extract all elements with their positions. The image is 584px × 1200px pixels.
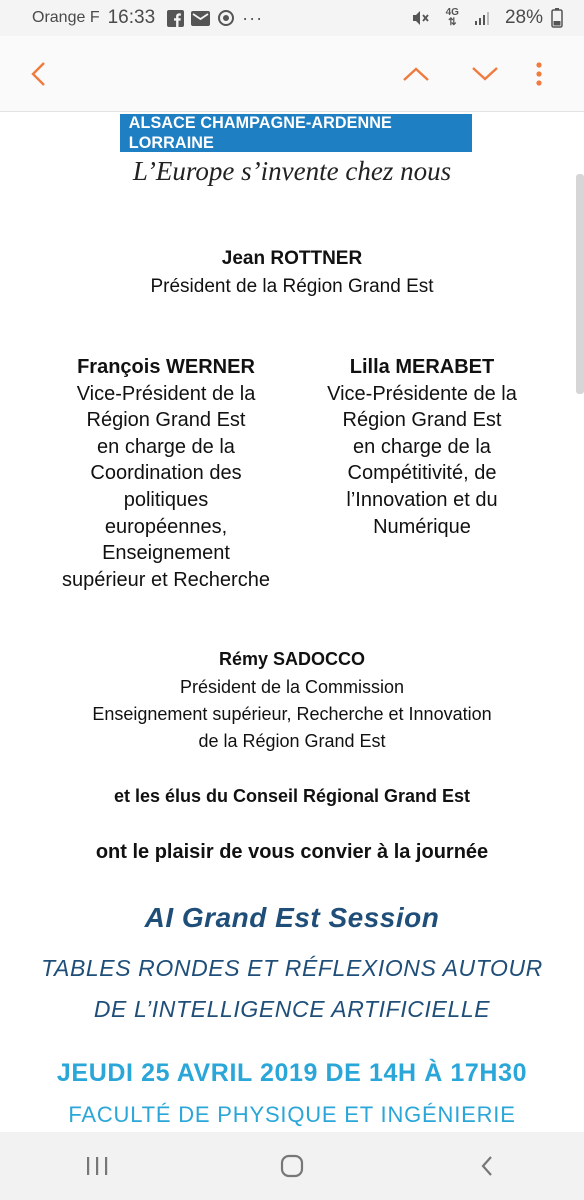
event-subtitle-line: TABLES RONDES ET RÉFLEXIONS AUTOUR (41, 955, 543, 981)
vp-left-line: Vice-Président de la (76, 382, 256, 405)
president-role: Président de la Région Grand Est (150, 276, 434, 297)
vp-left-line: Enseignement (102, 542, 230, 565)
previous-email-button[interactable] (396, 54, 436, 94)
mail-icon (191, 11, 210, 26)
commission-line: de la Région Grand Est (198, 731, 386, 751)
recent-apps-button[interactable] (67, 1141, 127, 1191)
event-subtitle-line: DE L’INTELLIGENCE ARTIFICIELLE (93, 996, 491, 1022)
regional-council-line: et les élus du Conseil Régional Grand Est (113, 786, 471, 806)
event-date: JEUDI 25 AVRIL 2019 DE 14H À 17H30 (56, 1059, 528, 1087)
more-vertical-icon (535, 61, 543, 87)
status-bar (0, 0, 584, 36)
more-options-button[interactable] (519, 54, 559, 94)
commission-line: Président de la Commission (179, 677, 405, 697)
vp-left-line: Coordination des (90, 462, 242, 485)
next-icon (470, 64, 500, 84)
battery-icon (551, 8, 563, 28)
region-tagline: L’Europe s’invente chez nous (132, 156, 452, 186)
data-arrows-icon: ⇅ (448, 17, 457, 28)
president-name: Jean ROTTNER (221, 248, 363, 269)
back-icon (27, 60, 49, 88)
vp-left-line: en charge de la (97, 435, 235, 458)
carrier-name: Orange F (32, 9, 100, 26)
sync-icon (217, 9, 235, 27)
email-body[interactable] (0, 112, 584, 1132)
vp-right-name: Lilla MERABET (349, 356, 495, 378)
vp-right-line: Numérique (373, 515, 471, 538)
vp-right-line: en charge de la (353, 435, 491, 458)
commission-president-name: Rémy SADOCCO (218, 649, 366, 669)
event-title: AI Grand Est Session (144, 902, 440, 933)
previous-icon (401, 64, 431, 84)
commission-line: Enseignement supérieur, Recherche et Innovation (92, 704, 492, 724)
vp-left-line: supérieur et Recherche (62, 568, 270, 591)
home-button[interactable] (262, 1141, 322, 1191)
event-venue: FACULTÉ DE PHYSIQUE ET INGÉNIERIE (68, 1102, 516, 1127)
back-arrow-icon (479, 1154, 495, 1178)
email-toolbar (0, 36, 584, 112)
vp-left-name: François WERNER (77, 356, 255, 378)
vp-left-line: politiques (123, 488, 209, 511)
facebook-icon (167, 10, 184, 27)
vp-right-line: Région Grand Est (342, 409, 502, 432)
back-button[interactable] (18, 54, 58, 94)
clock: 16:33 (107, 7, 156, 28)
battery-percent: 28% (504, 7, 543, 28)
vp-left-line: européennes, (104, 515, 228, 538)
home-icon (279, 1153, 305, 1179)
vp-left-block (42, 354, 290, 593)
system-back-button[interactable] (457, 1141, 517, 1191)
mute-icon (411, 9, 431, 27)
more-notifications: ··· (242, 7, 264, 28)
vp-right-line: Vice-Présidente de la (327, 382, 517, 405)
signal-icon (474, 10, 490, 26)
region-banner: ALSACE CHAMPAGNE-ARDENNE LORRAINE (120, 114, 472, 152)
recent-apps-icon (85, 1155, 109, 1177)
vp-right-line: Compétitivité, de (347, 462, 497, 485)
invitation-line: ont le plaisir de vous convier à la journée (95, 841, 489, 863)
system-navigation-bar (0, 1132, 584, 1200)
vp-left-line: Région Grand Est (86, 409, 246, 432)
vp-right-line: l’Innovation et du (346, 488, 498, 511)
next-email-button[interactable] (465, 54, 505, 94)
vp-right-block (306, 354, 538, 540)
network-type: 4G ⇅ (445, 7, 459, 28)
